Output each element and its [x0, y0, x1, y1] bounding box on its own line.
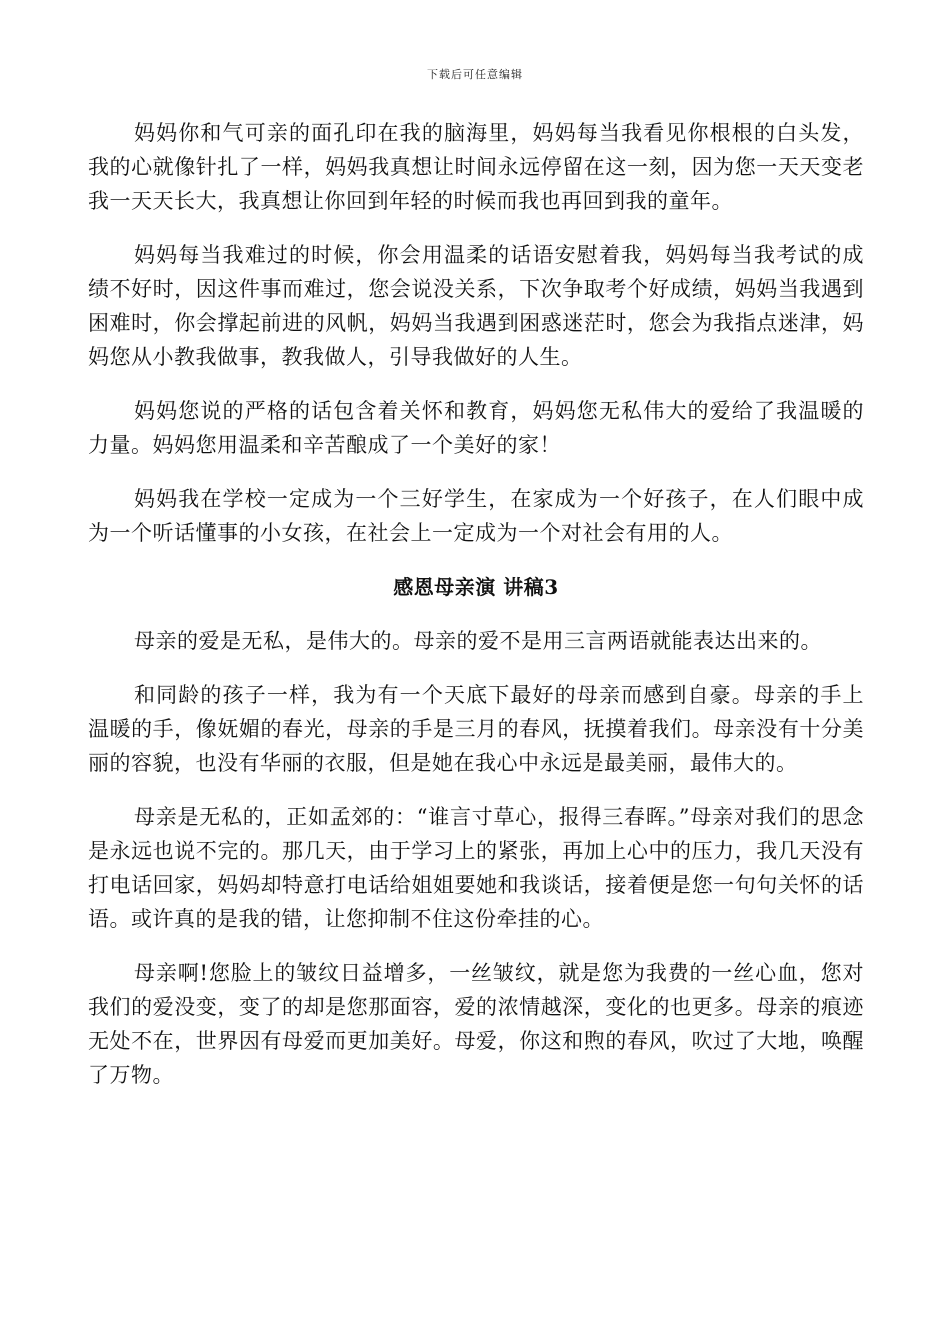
section-title: 感恩母亲演 讲稿3	[393, 575, 559, 599]
header-note: 下载后可任意编辑	[427, 68, 523, 81]
paragraph: 妈妈每当我难过的时候，你会用温柔的话语安慰着我，妈妈每当我考试的成绩不好时，因这件事而难过，您会说没关系，下次争取考个好成绩，妈妈当我遇到困难时，你会撑起前进的风帆，妈妈当我遇到困惑迷茫时，您会为我指点迷津，妈妈您从小教我做事，教我做人，引导我做好的人生。	[88, 243, 864, 369]
paragraph: 妈妈你和气可亲的面孔印在我的脑海里，妈妈每当我看见你根根的白头发，我的心就像针扎了一样，妈妈我真想让时间永远停留在这一刻，因为您一天天变老我一天天长大，我真想让你回到年轻的时候而我也再回到我的童年。	[88, 121, 864, 213]
paragraph: 和同龄的孩子一样，我为有一个天底下最好的母亲而感到自豪。母亲的手上温暖的手，像妩媚的春光，母亲的手是三月的春风，抚摸着我们。母亲没有十分美丽的容貌，也没有华丽的衣服，但是她在我心中永远是最美丽，最伟大的。	[88, 683, 864, 775]
paragraph: 母亲是无私的，正如孟郊的：“谁言寸草心，报得三春晖。”母亲对我们的思念是永远也说不完的。那几天，由于学习上的紧张，再加上心中的压力，我几天没有打电话回家，妈妈却特意打电话给姐姐要她和我谈话，接着便是您一句句关怀的话语。或许真的是我的错，让您抑制不住这份牵挂的心。	[88, 805, 864, 931]
document-body	[88, 116, 864, 1112]
paragraph: 妈妈您说的严格的话包含着关怀和教育，妈妈您无私伟大的爱给了我温暖的力量。妈妈您用温柔和辛苦酿成了一个美好的家！	[88, 399, 864, 457]
paragraph: 母亲啊!您脸上的皱纹日益增多，一丝皱纹，就是您为我费的一丝心血，您对我们的爱没变，变了的却是您那面容，爱的浓情越深，变化的也更多。母亲的痕迹无处不在，世界因有母爱而更加美好。母爱，你这和煦的春风，吹过了大地，唤醒了万物。	[88, 961, 864, 1087]
paragraph: 妈妈我在学校一定成为一个三好学生，在家成为一个好孩子，在人们眼中成为一个听话懂事的小女孩，在社会上一定成为一个对社会有用的人。	[88, 487, 864, 545]
paragraph: 母亲的爱是无私，是伟大的。母亲的爱不是用三言两语就能表达出来的。	[134, 629, 822, 653]
